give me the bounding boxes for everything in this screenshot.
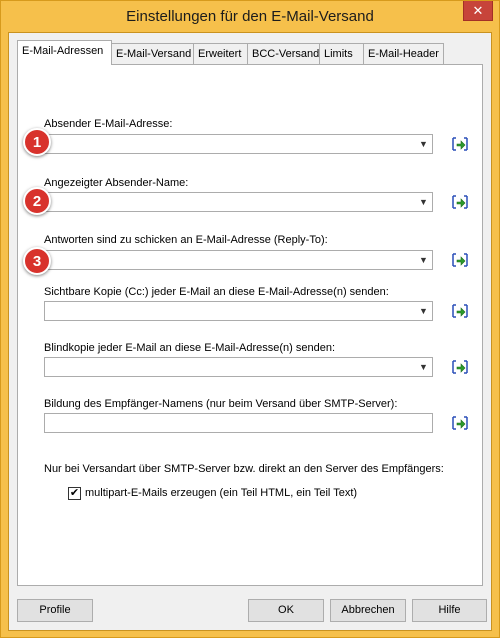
help-button[interactable]: Hilfe	[412, 599, 487, 622]
tab-erweitert[interactable]	[193, 43, 248, 64]
tab-label: BCC-Versand	[252, 48, 320, 60]
close-icon: ✕	[472, 3, 484, 18]
profile-button[interactable]: Profile	[17, 599, 93, 622]
reply-to-label: Antworten sind zu schicken an E-Mail-Adresse (Reply-To):	[44, 234, 328, 246]
title-bar[interactable]	[1, 1, 499, 33]
smtp-note-text: Nur bei Versandart über SMTP-Server bzw. direkt an den Server des Empfängers:	[44, 463, 444, 475]
checkmark-icon: ✔	[69, 487, 80, 499]
insert-field-icon[interactable]	[452, 303, 468, 319]
insert-field-icon[interactable]	[452, 194, 468, 210]
tab-label: E-Mail-Header	[368, 48, 439, 60]
multipart-checkbox[interactable]	[68, 487, 81, 500]
tab-e-mail-header[interactable]	[363, 43, 444, 64]
recipient-name-label: Bildung des Empfänger-Namens (nur beim Versand über SMTP-Server):	[44, 398, 398, 410]
tab-label: Erweitert	[198, 48, 242, 60]
chevron-down-icon[interactable]: ▼	[419, 197, 428, 207]
tab-e-mail-versand[interactable]	[111, 43, 194, 64]
callout-badge-1: 1	[23, 128, 51, 156]
callout-badge-2: 2	[23, 187, 51, 215]
cancel-button[interactable]: Abbrechen	[330, 599, 406, 622]
insert-field-icon[interactable]	[452, 136, 468, 152]
insert-field-icon[interactable]	[452, 415, 468, 431]
cc-combobox[interactable]	[44, 301, 433, 321]
tab-panel-e-mail-adressen	[17, 64, 483, 586]
close-button[interactable]	[463, 1, 493, 21]
display-name-label: Angezeigter Absender-Name:	[44, 177, 189, 189]
sender-address-combobox[interactable]	[44, 134, 433, 154]
callout-badge-3: 3	[23, 247, 51, 275]
chevron-down-icon[interactable]: ▼	[419, 255, 428, 265]
chevron-down-icon[interactable]: ▼	[419, 139, 428, 149]
tab-e-mail-adressen[interactable]	[17, 40, 112, 65]
dialog-client-area	[8, 32, 492, 631]
tab-label: Limits	[324, 48, 353, 60]
recipient-name-input[interactable]	[44, 413, 433, 433]
reply-to-combobox[interactable]	[44, 250, 433, 270]
sender-address-label: Absender E-Mail-Adresse:	[44, 118, 173, 130]
cc-label: Sichtbare Kopie (Cc:) jeder E-Mail an diese E-Mail-Adresse(n) senden:	[44, 286, 389, 298]
tab-limits[interactable]	[319, 43, 364, 64]
bcc-combobox[interactable]	[44, 357, 433, 377]
display-name-combobox[interactable]	[44, 192, 433, 212]
window-title: Einstellungen für den E-Mail-Versand	[126, 8, 374, 25]
tab-label: E-Mail-Versand	[116, 48, 192, 60]
insert-field-icon[interactable]	[452, 252, 468, 268]
multipart-label[interactable]: multipart-E-Mails erzeugen (ein Teil HTML, ein Teil Text)	[85, 487, 358, 499]
tab-bcc-versand[interactable]	[247, 43, 320, 64]
bcc-label: Blindkopie jeder E-Mail an diese E-Mail-Adresse(n) senden:	[44, 342, 336, 354]
ok-button[interactable]: OK	[248, 599, 324, 622]
insert-field-icon[interactable]	[452, 359, 468, 375]
tab-label: E-Mail-Adressen	[22, 45, 104, 57]
chevron-down-icon[interactable]: ▼	[419, 362, 428, 372]
chevron-down-icon[interactable]: ▼	[419, 306, 428, 316]
